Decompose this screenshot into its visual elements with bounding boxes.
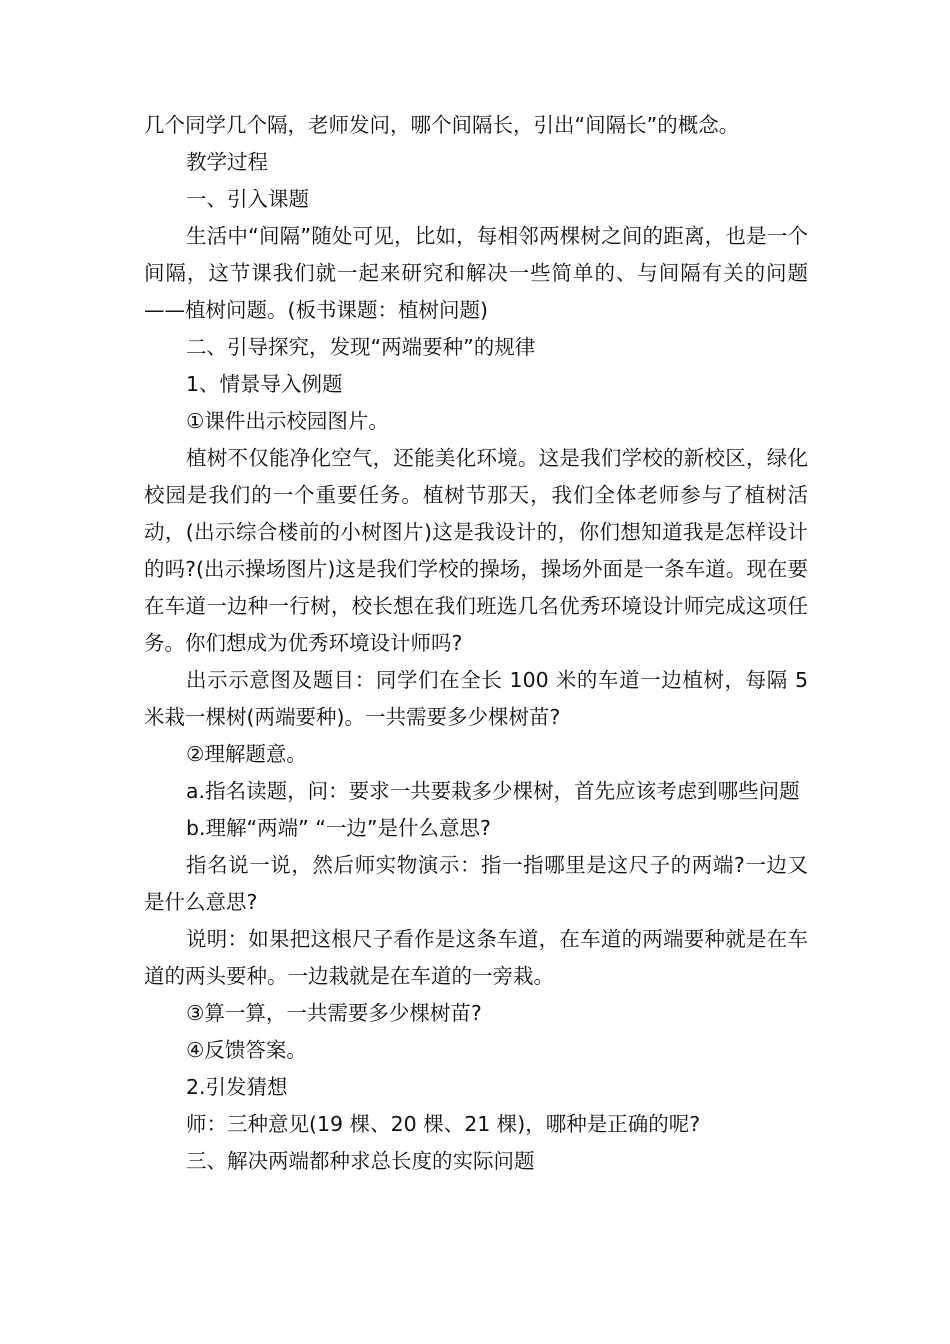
paragraph-problem: 出示示意图及题目：同学们在全长 100 米的车道一边植树，每隔 5 米栽一棵树(两端要种)。一共需要多少棵树苗? (144, 668, 808, 729)
step-feedback: ④反馈答案。 (186, 1038, 307, 1062)
document-body (144, 107, 808, 1180)
step-show-campus: ①课件出示校园图片。 (186, 409, 389, 433)
heading-section-one: 一、引入课题 (186, 187, 309, 211)
paragraph-intro: 生活中“间隔”随处可见，比如，每相邻两棵树之间的距离，也是一个间隔，这节课我们就一起来研究和解决一些简单的、与间隔有关的问题——植树问题。(板书课题：植树问题) (144, 224, 808, 322)
subheading-guess: 2.引发猜想 (186, 1075, 288, 1099)
paragraph-planting: 植树不仅能净化空气，还能美化环境。这是我们学校的新校区，绿化校园是我们的一个重要任务。植树节那天，我们全体老师参与了植树活动，(出示综合楼前的小树图片)这是我设计的，你们想知道我是怎样设计的吗?(出示操场图片)这是我们学校的操场，操场外面是一条车道。现在要在车道一边种一行树，校长想在我们班选几名优秀环境设计师完成这项任务。你们想成为优秀环境设计师吗? (144, 446, 808, 655)
subheading-scenario: 1、情景导入例题 (186, 372, 343, 396)
heading-section-three: 三、解决两端都种求总长度的实际问题 (186, 1149, 535, 1173)
paragraph-continuation: 几个同学几个隔，老师发问，哪个间隔长，引出“间隔长”的概念。 (144, 113, 740, 137)
heading-teaching-process: 教学过程 (186, 150, 268, 174)
item-b: b.理解“两端” “一边”是什么意思? (186, 816, 491, 840)
paragraph-explain: 说明：如果把这根尺子看作是这条车道，在车道的两端要种就是在车道的两头要种。一边栽就是在车道的一旁栽。 (144, 927, 808, 988)
item-a: a.指名读题，问：要求一共要栽多少棵树，首先应该考虑到哪些问题 (186, 779, 800, 803)
paragraph-teacher-question: 师：三种意见(19 棵、20 棵、21 棵)，哪种是正确的呢? (186, 1112, 701, 1136)
step-understand: ②理解题意。 (186, 742, 307, 766)
heading-section-two: 二、引导探究，发现“两端要种”的规律 (186, 335, 536, 359)
paragraph-demo: 指名说一说，然后师实物演示：指一指哪里是这尺子的两端?一边又是什么意思? (144, 853, 808, 914)
step-calculate: ③算一算，一共需要多少棵树苗? (186, 1001, 482, 1025)
